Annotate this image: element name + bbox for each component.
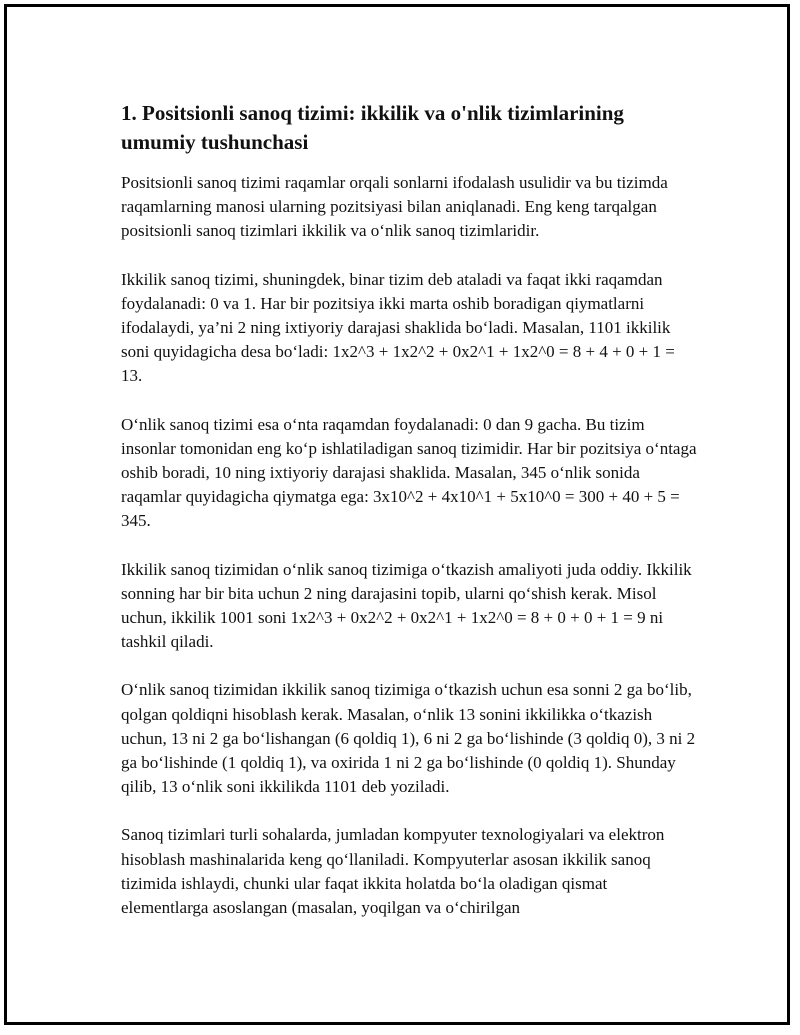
paragraph-applications: Sanoq tizimlari turli sohalarda, jumladan kompyuter texnologiyalari va elektron hisoblash mashinalarida keng qo‘llaniladi. Kompyuterlar asosan ikkilik sanoq tizimida ishlaydi, chunki ular faqat ikkita holatda bo‘la oladigan qismat elementlarga asoslangan (masalan, yoqilgan va o‘chirilgan [121, 825, 665, 918]
paragraph-decimal-to-binary: O‘nlik sanoq tizimidan ikkilik sanoq tizimiga o‘tkazish uchun esa sonni 2 ga bo‘lib, qolgan qoldiqni hisoblash kerak. Masalan, o‘nlik 13 sonini ikkilikka o‘tkazish uchun, 13 ni 2 ga bo‘lishangan (6 qoldiq 1), 6 ni 2 ga bo‘lishinde (3 qoldiq 0), 3 ni 2 ga bo‘lishinde (1 qoldiq 1), va oxirida 1 ni 2 ga bo‘lishinde (0 qoldiq 1). Shunday qilib, 13 o‘nlik soni ikkilikda 1101 deb yoziladi. [121, 680, 696, 797]
document-page [4, 4, 790, 1025]
paragraph-binary-system: Ikkilik sanoq tizimi, shuningdek, binar tizim deb ataladi va faqat ikki raqamdan foydalanadi: 0 va 1. Har bir pozitsiya ikki marta oshib boradigan qiymatlarni ifodalaydi, ya’ni 2 ning ixtiyoriy darajasi shaklida bo‘ladi. Masalan, 1101 ikkilik soni quyidagicha desa bo‘ladi: 1x2^3 + 1x2^2 + 0x2^1 + 1x2^0 = 8 + 4 + 0 + 1 = 13. [121, 269, 675, 386]
section-heading: 1. Positsionli sanoq tizimi: ikkilik va o'nlik tizimlarining umumiy tushunchasi [121, 101, 624, 154]
document-body [121, 99, 697, 944]
paragraph-decimal-system: O‘nlik sanoq tizimi esa o‘nta raqamdan foydalanadi: 0 dan 9 gacha. Bu tizim insonlar tomonidan eng ko‘p ishlatiladigan sanoq tizimidir. Har bir pozitsiya o‘ntaga oshib boradi, 10 ning ixtiyoriy darajasi shaklida. Masalan, 345 o‘nlik sonida raqamlar quyidagicha qiymatga ega: 3x10^2 + 4x10^1 + 5x10^0 = 300 + 40 + 5 = 345. [121, 414, 697, 531]
paragraph-binary-to-decimal: Ikkilik sanoq tizimidan o‘nlik sanoq tizimiga o‘tkazish amaliyoti juda oddiy. Ikkilik sonning har bir bita uchun 2 ning darajasini topib, ularni qo‘shish kerak. Misol uchun, ikkilik 1001 soni 1x2^3 + 0x2^2 + 0x2^1 + 1x2^0 = 8 + 0 + 0 + 1 = 9 ni tashkil qiladi. [121, 559, 692, 652]
paragraph-intro: Positsionli sanoq tizimi raqamlar orqali sonlarni ifodalash usulidir va bu tizimda raqamlarning manosi ularning pozitsiyasi bilan aniqlanadi. Eng keng tarqalgan positsionli sanoq tizimlari ikkilik va o‘nlik sanoq tizimlaridir. [121, 173, 668, 241]
